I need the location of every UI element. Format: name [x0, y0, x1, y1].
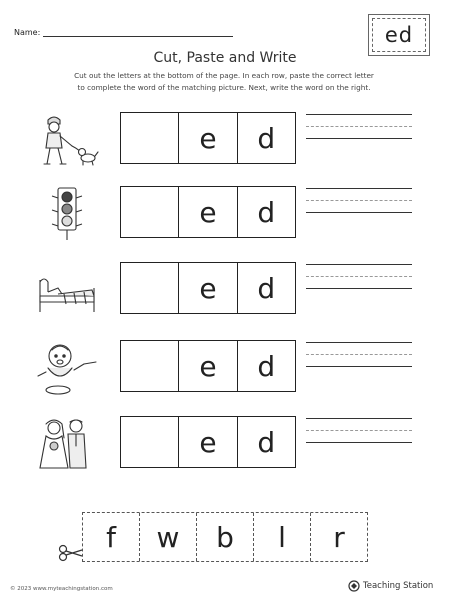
writing-lines[interactable] — [306, 114, 412, 150]
scissors-icon — [58, 544, 84, 562]
brand-name: Teaching Station — [363, 581, 434, 591]
page-title: Cut, Paste and Write — [153, 50, 297, 66]
letter-boxes — [120, 340, 296, 392]
paste-box[interactable] — [121, 187, 179, 237]
writing-lines[interactable] — [306, 342, 412, 378]
paste-box[interactable] — [121, 263, 179, 313]
letter-box: d — [257, 271, 276, 305]
letter-boxes — [120, 262, 296, 314]
letter-box: d — [257, 121, 276, 155]
cut-letter[interactable]: f — [83, 513, 140, 561]
word-row-1 — [0, 112, 450, 170]
bed-icon — [34, 262, 100, 318]
cut-letter[interactable]: l — [254, 513, 311, 561]
cut-letter[interactable]: w — [140, 513, 197, 561]
instructions — [44, 70, 404, 94]
paste-box[interactable] — [121, 113, 179, 163]
letter-box: e — [179, 417, 237, 467]
word-row-5 — [0, 416, 450, 474]
baby-being-fed-icon — [34, 340, 100, 396]
paste-box[interactable] — [121, 341, 179, 391]
letter-boxes — [120, 416, 296, 468]
instructions-line-1: Cut out the letters at the bottom of the page. In each row, paste the correct letter — [74, 71, 374, 80]
traffic-light-icon — [34, 186, 100, 242]
name-write-line[interactable] — [43, 29, 233, 37]
letter-box: e — [179, 187, 237, 237]
boy-walking-dog-icon — [34, 112, 100, 168]
cut-letter[interactable]: b — [197, 513, 254, 561]
letter-box: e — [179, 341, 237, 391]
badge-text: ed — [372, 18, 426, 52]
letter-box: d — [257, 195, 276, 229]
copyright: © 2023 www.myteachingstation.com — [10, 586, 113, 592]
writing-lines[interactable] — [306, 264, 412, 300]
letter-boxes — [120, 186, 296, 238]
word-row-3 — [0, 262, 450, 320]
letter-box: e — [179, 113, 237, 163]
name-label: Name: — [14, 28, 41, 37]
cut-out-letters — [82, 512, 368, 562]
paste-box[interactable] — [121, 417, 179, 467]
brand-logo — [348, 580, 433, 592]
letter-box: e — [179, 263, 237, 313]
instructions-line-2: to complete the word of the matching picture. Next, write the word on the right. — [77, 83, 371, 92]
writing-lines[interactable] — [306, 418, 412, 454]
word-row-4 — [0, 340, 450, 398]
letter-box: d — [257, 425, 276, 459]
bride-and-groom-icon — [34, 416, 100, 472]
name-field — [14, 28, 233, 37]
letter-box: d — [257, 349, 276, 383]
word-row-2 — [0, 186, 450, 244]
writing-lines[interactable] — [306, 188, 412, 224]
teaching-station-logo-icon — [348, 580, 360, 592]
letter-boxes — [120, 112, 296, 164]
cut-letter[interactable]: r — [333, 520, 345, 554]
